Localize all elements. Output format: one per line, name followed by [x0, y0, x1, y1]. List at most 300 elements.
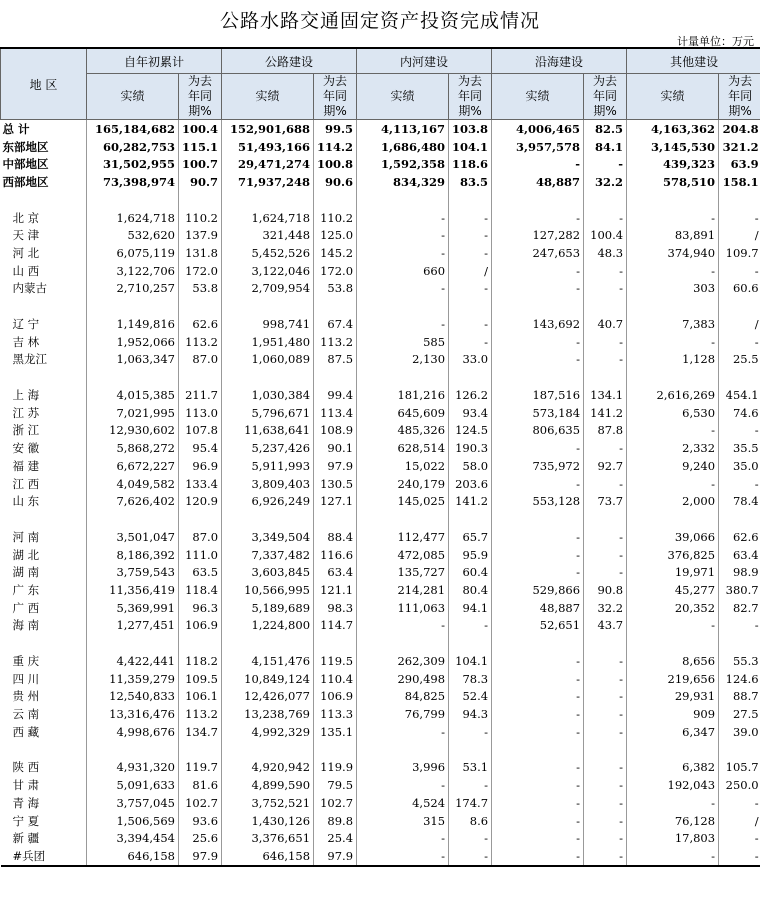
table-row: [1, 262, 760, 280]
spacer-cell: [222, 741, 314, 759]
spacer-cell: [87, 368, 179, 386]
value-cell: 303: [627, 280, 719, 298]
value-cell: 1,686,480: [357, 138, 449, 156]
value-cell: 6,926,249: [222, 492, 314, 510]
subheader-value: 实绩: [627, 74, 719, 120]
percent-cell: 78.3: [449, 670, 492, 688]
spacer-cell: [1, 191, 87, 209]
value-cell: 262,309: [357, 652, 449, 670]
table-row: [1, 226, 760, 244]
value-cell: 1,030,384: [222, 386, 314, 404]
percent-cell: 63.9: [719, 155, 760, 173]
value-cell: 5,796,671: [222, 404, 314, 422]
spacer-cell: [357, 191, 449, 209]
value-cell: 4,524: [357, 794, 449, 812]
percent-cell: 32.2: [584, 599, 627, 617]
table-row: [1, 812, 760, 830]
percent-cell: -: [449, 244, 492, 262]
percent-cell: 90.6: [314, 173, 357, 191]
percent-cell: 87.8: [584, 422, 627, 440]
percent-cell: -: [584, 546, 627, 564]
percent-cell: 84.1: [584, 138, 627, 156]
spacer-cell: [222, 191, 314, 209]
percent-cell: -: [584, 776, 627, 794]
value-cell: 4,151,476: [222, 652, 314, 670]
percent-cell: 65.7: [449, 528, 492, 546]
spacer-cell: [179, 191, 222, 209]
percent-cell: 99.5: [314, 120, 357, 138]
percent-cell: 113.2: [179, 705, 222, 723]
value-cell: 13,238,769: [222, 705, 314, 723]
group-header-other: 其他建设: [627, 48, 760, 74]
percent-cell: 74.6: [719, 404, 760, 422]
spacer-row: [1, 510, 760, 528]
percent-cell: 88.7: [719, 688, 760, 706]
value-cell: 8,186,392: [87, 546, 179, 564]
percent-cell: 190.3: [449, 439, 492, 457]
percent-cell: -: [449, 776, 492, 794]
percent-cell: 174.7: [449, 794, 492, 812]
value-cell: 48,887: [492, 173, 584, 191]
percent-cell: 87.0: [179, 351, 222, 369]
percent-cell: 118.4: [179, 581, 222, 599]
value-cell: -: [357, 847, 449, 866]
spacer-row: [1, 297, 760, 315]
region-name: 甘 肃: [12, 778, 40, 793]
spacer-cell: [1, 510, 87, 528]
value-cell: 240,179: [357, 475, 449, 493]
percent-cell: 110.4: [314, 670, 357, 688]
percent-cell: 118.6: [449, 155, 492, 173]
region-name: 陕 西: [12, 760, 40, 775]
percent-cell: 120.9: [179, 492, 222, 510]
percent-cell: 134.1: [584, 386, 627, 404]
value-cell: 29,471,274: [222, 155, 314, 173]
percent-cell: 25.4: [314, 829, 357, 847]
percent-cell: 104.1: [449, 138, 492, 156]
region-name: 海 南: [12, 618, 40, 633]
percent-cell: -: [584, 705, 627, 723]
percent-cell: 67.4: [314, 315, 357, 333]
region-header: 地 区: [1, 48, 87, 120]
value-cell: 376,825: [627, 546, 719, 564]
percent-cell: -: [584, 829, 627, 847]
region-name: 福 建: [12, 458, 40, 473]
table-row: [1, 546, 760, 564]
subheader-percent: 为去年同期%: [314, 74, 357, 120]
table-row: [1, 138, 760, 156]
table-row: [1, 315, 760, 333]
region-name: 青 海: [12, 795, 40, 810]
percent-cell: -: [584, 262, 627, 280]
percent-cell: 80.4: [449, 581, 492, 599]
percent-cell: -: [449, 280, 492, 298]
percent-cell: 172.0: [179, 262, 222, 280]
percent-cell: 96.3: [179, 599, 222, 617]
value-cell: -: [357, 829, 449, 847]
value-cell: 76,128: [627, 812, 719, 830]
percent-cell: 35.0: [719, 457, 760, 475]
value-cell: 3,122,706: [87, 262, 179, 280]
value-cell: 5,452,526: [222, 244, 314, 262]
percent-cell: 82.5: [584, 120, 627, 138]
value-cell: -: [357, 244, 449, 262]
value-cell: -: [492, 829, 584, 847]
value-cell: -: [492, 528, 584, 546]
percent-cell: -: [719, 333, 760, 351]
value-cell: -: [492, 705, 584, 723]
value-cell: 165,184,682: [87, 120, 179, 138]
value-cell: 76,799: [357, 705, 449, 723]
value-cell: 3,759,543: [87, 563, 179, 581]
value-cell: -: [357, 776, 449, 794]
region-name: 内蒙古: [12, 281, 47, 296]
value-cell: 5,091,633: [87, 776, 179, 794]
table-row: [1, 457, 760, 475]
percent-cell: 25.5: [719, 351, 760, 369]
spacer-cell: [627, 634, 719, 652]
value-cell: 998,741: [222, 315, 314, 333]
percent-cell: -: [719, 794, 760, 812]
spacer-cell: [492, 191, 584, 209]
percent-cell: -: [584, 528, 627, 546]
value-cell: 3,996: [357, 759, 449, 777]
spacer-cell: [179, 741, 222, 759]
percent-cell: 103.8: [449, 120, 492, 138]
spacer-cell: [627, 191, 719, 209]
value-cell: -: [357, 209, 449, 227]
value-cell: 834,329: [357, 173, 449, 191]
percent-cell: -: [584, 209, 627, 227]
percent-cell: 39.0: [719, 723, 760, 741]
percent-cell: 25.6: [179, 829, 222, 847]
percent-cell: 35.5: [719, 439, 760, 457]
value-cell: 111,063: [357, 599, 449, 617]
value-cell: 529,866: [492, 581, 584, 599]
percent-cell: -: [449, 315, 492, 333]
spacer-cell: [627, 741, 719, 759]
value-cell: 11,356,419: [87, 581, 179, 599]
value-cell: 145,025: [357, 492, 449, 510]
group-header-inland: 内河建设: [357, 48, 492, 74]
table-row: [1, 599, 760, 617]
spacer-cell: [449, 297, 492, 315]
table-row: [1, 333, 760, 351]
percent-cell: 53.1: [449, 759, 492, 777]
value-cell: 4,931,320: [87, 759, 179, 777]
spacer-cell: [492, 741, 584, 759]
percent-cell: 141.2: [449, 492, 492, 510]
percent-cell: -: [584, 333, 627, 351]
percent-cell: 100.7: [179, 155, 222, 173]
percent-cell: 98.3: [314, 599, 357, 617]
value-cell: -: [492, 546, 584, 564]
value-cell: 6,530: [627, 404, 719, 422]
region-name: 吉 林: [12, 334, 40, 349]
percent-cell: 43.7: [584, 617, 627, 635]
spacer-cell: [222, 297, 314, 315]
subheader-percent: 为去年同期%: [449, 74, 492, 120]
percent-cell: 81.6: [179, 776, 222, 794]
value-cell: 1,063,347: [87, 351, 179, 369]
value-cell: 628,514: [357, 439, 449, 457]
value-cell: -: [492, 475, 584, 493]
table-row: [1, 829, 760, 847]
percent-cell: 204.8: [719, 120, 760, 138]
value-cell: 11,638,641: [222, 422, 314, 440]
spacer-cell: [314, 634, 357, 652]
value-cell: -: [357, 280, 449, 298]
value-cell: 1,060,089: [222, 351, 314, 369]
percent-cell: 52.4: [449, 688, 492, 706]
spacer-cell: [627, 510, 719, 528]
region-name: 宁 夏: [12, 813, 40, 828]
value-cell: 181,216: [357, 386, 449, 404]
table-row: [1, 209, 760, 227]
value-cell: 6,672,227: [87, 457, 179, 475]
spacer-cell: [179, 510, 222, 528]
value-cell: 4,422,441: [87, 652, 179, 670]
table-row: [1, 776, 760, 794]
spacer-row: [1, 191, 760, 209]
value-cell: 5,369,991: [87, 599, 179, 617]
region-name: 河 北: [12, 245, 40, 260]
percent-cell: 73.7: [584, 492, 627, 510]
table-row: [1, 173, 760, 191]
value-cell: 3,752,521: [222, 794, 314, 812]
region-name: 江 西: [12, 476, 40, 491]
percent-cell: -: [584, 652, 627, 670]
region-name: 云 南: [12, 707, 40, 722]
value-cell: 1,592,358: [357, 155, 449, 173]
value-cell: 3,957,578: [492, 138, 584, 156]
value-cell: -: [357, 617, 449, 635]
spacer-cell: [584, 191, 627, 209]
value-cell: -: [492, 262, 584, 280]
percent-cell: 113.2: [179, 333, 222, 351]
spacer-cell: [492, 297, 584, 315]
region-name: 广 东: [12, 582, 40, 597]
percent-cell: 93.6: [179, 812, 222, 830]
percent-cell: 135.1: [314, 723, 357, 741]
value-cell: -: [492, 333, 584, 351]
table-row: [1, 528, 760, 546]
percent-cell: /: [719, 226, 760, 244]
value-cell: 12,540,833: [87, 688, 179, 706]
value-cell: -: [492, 759, 584, 777]
spacer-cell: [357, 634, 449, 652]
percent-cell: -: [584, 670, 627, 688]
spacer-cell: [357, 741, 449, 759]
value-cell: 646,158: [87, 847, 179, 866]
value-cell: 51,493,166: [222, 138, 314, 156]
value-cell: 573,184: [492, 404, 584, 422]
table-row: [1, 847, 760, 866]
table-row: [1, 670, 760, 688]
percent-cell: -: [719, 422, 760, 440]
percent-cell: -: [719, 262, 760, 280]
percent-cell: 40.7: [584, 315, 627, 333]
percent-cell: -: [584, 759, 627, 777]
percent-cell: 8.6: [449, 812, 492, 830]
value-cell: 2,332: [627, 439, 719, 457]
value-cell: 17,803: [627, 829, 719, 847]
value-cell: 219,656: [627, 670, 719, 688]
value-cell: 5,911,993: [222, 457, 314, 475]
region-name: 西 藏: [12, 724, 40, 739]
table-row: [1, 475, 760, 493]
value-cell: 3,501,047: [87, 528, 179, 546]
value-cell: 3,145,530: [627, 138, 719, 156]
percent-cell: 83.5: [449, 173, 492, 191]
percent-cell: 111.0: [179, 546, 222, 564]
subheader-value: 实绩: [492, 74, 584, 120]
table-row: [1, 563, 760, 581]
percent-cell: 94.1: [449, 599, 492, 617]
percent-cell: -: [584, 439, 627, 457]
spacer-cell: [179, 634, 222, 652]
value-cell: 13,316,476: [87, 705, 179, 723]
value-cell: 585: [357, 333, 449, 351]
percent-cell: 134.7: [179, 723, 222, 741]
percent-cell: -: [449, 333, 492, 351]
value-cell: 6,075,119: [87, 244, 179, 262]
value-cell: 4,015,385: [87, 386, 179, 404]
percent-cell: 33.0: [449, 351, 492, 369]
percent-cell: 109.5: [179, 670, 222, 688]
spacer-cell: [314, 741, 357, 759]
percent-cell: 53.8: [314, 280, 357, 298]
page-title: 公路水路交通固定资产投资完成情况: [219, 10, 540, 32]
spacer-cell: [357, 510, 449, 528]
percent-cell: -: [449, 847, 492, 866]
region-name: 天 津: [12, 228, 40, 243]
spacer-cell: [719, 634, 760, 652]
value-cell: 485,326: [357, 422, 449, 440]
spacer-cell: [449, 510, 492, 528]
region-name: 西部地区: [2, 174, 49, 189]
value-cell: 2,710,257: [87, 280, 179, 298]
table-body: [1, 120, 760, 866]
region-name: 湖 北: [12, 547, 40, 562]
spacer-cell: [1, 297, 87, 315]
percent-cell: 119.9: [314, 759, 357, 777]
value-cell: 84,825: [357, 688, 449, 706]
region-name: 黑龙江: [12, 352, 47, 367]
value-cell: 214,281: [357, 581, 449, 599]
percent-cell: 58.0: [449, 457, 492, 475]
region-name: 辽 宁: [12, 317, 40, 332]
region-name: #兵团: [1, 847, 87, 866]
value-cell: -: [627, 262, 719, 280]
percent-cell: 90.8: [584, 581, 627, 599]
percent-cell: 63.5: [179, 563, 222, 581]
value-cell: 135,727: [357, 563, 449, 581]
value-cell: 143,692: [492, 315, 584, 333]
value-cell: -: [492, 439, 584, 457]
spacer-cell: [314, 368, 357, 386]
percent-cell: 90.7: [179, 173, 222, 191]
value-cell: 3,122,046: [222, 262, 314, 280]
value-cell: 6,382: [627, 759, 719, 777]
value-cell: -: [492, 688, 584, 706]
percent-cell: 124.5: [449, 422, 492, 440]
region-name: 东部地区: [2, 139, 49, 154]
value-cell: 4,006,465: [492, 120, 584, 138]
subheader-percent: 为去年同期%: [584, 74, 627, 120]
percent-cell: 102.7: [179, 794, 222, 812]
spacer-cell: [449, 368, 492, 386]
percent-cell: 95.9: [449, 546, 492, 564]
value-cell: -: [627, 794, 719, 812]
value-cell: 1,506,569: [87, 812, 179, 830]
value-cell: 12,930,602: [87, 422, 179, 440]
region-name: 中部地区: [2, 157, 49, 172]
percent-cell: 109.7: [719, 244, 760, 262]
table-row: [1, 652, 760, 670]
percent-cell: 454.1: [719, 386, 760, 404]
value-cell: 187,516: [492, 386, 584, 404]
value-cell: 5,868,272: [87, 439, 179, 457]
table-row: [1, 723, 760, 741]
value-cell: 4,992,329: [222, 723, 314, 741]
value-cell: -: [492, 723, 584, 741]
region-name: 浙 江: [12, 423, 40, 438]
percent-cell: 113.0: [179, 404, 222, 422]
table-row: [1, 581, 760, 599]
percent-cell: -: [584, 563, 627, 581]
region-name: 河 南: [12, 529, 40, 544]
percent-cell: 114.2: [314, 138, 357, 156]
percent-cell: 87.5: [314, 351, 357, 369]
value-cell: 10,849,124: [222, 670, 314, 688]
value-cell: -: [627, 617, 719, 635]
value-cell: 1,224,800: [222, 617, 314, 635]
region-name: 上 海: [12, 388, 40, 403]
spacer-cell: [492, 634, 584, 652]
percent-cell: -: [584, 351, 627, 369]
percent-cell: 94.3: [449, 705, 492, 723]
percent-cell: 96.9: [179, 457, 222, 475]
value-cell: 7,626,402: [87, 492, 179, 510]
value-cell: 1,951,480: [222, 333, 314, 351]
value-cell: 45,277: [627, 581, 719, 599]
value-cell: -: [357, 315, 449, 333]
value-cell: 3,757,045: [87, 794, 179, 812]
percent-cell: 95.4: [179, 439, 222, 457]
percent-cell: -: [584, 475, 627, 493]
percent-cell: 60.4: [449, 563, 492, 581]
spacer-cell: [87, 191, 179, 209]
value-cell: 2,000: [627, 492, 719, 510]
value-cell: 60,282,753: [87, 138, 179, 156]
spacer-cell: [584, 297, 627, 315]
spacer-cell: [87, 297, 179, 315]
table-row: [1, 404, 760, 422]
value-cell: 11,359,279: [87, 670, 179, 688]
percent-cell: 97.9: [314, 847, 357, 866]
percent-cell: 137.9: [179, 226, 222, 244]
value-cell: -: [627, 333, 719, 351]
value-cell: 806,635: [492, 422, 584, 440]
percent-cell: -: [584, 155, 627, 173]
value-cell: 1,624,718: [222, 209, 314, 227]
percent-cell: 114.7: [314, 617, 357, 635]
value-cell: 646,158: [222, 847, 314, 866]
percent-cell: 110.2: [179, 209, 222, 227]
value-cell: 532,620: [87, 226, 179, 244]
value-cell: 2,709,954: [222, 280, 314, 298]
